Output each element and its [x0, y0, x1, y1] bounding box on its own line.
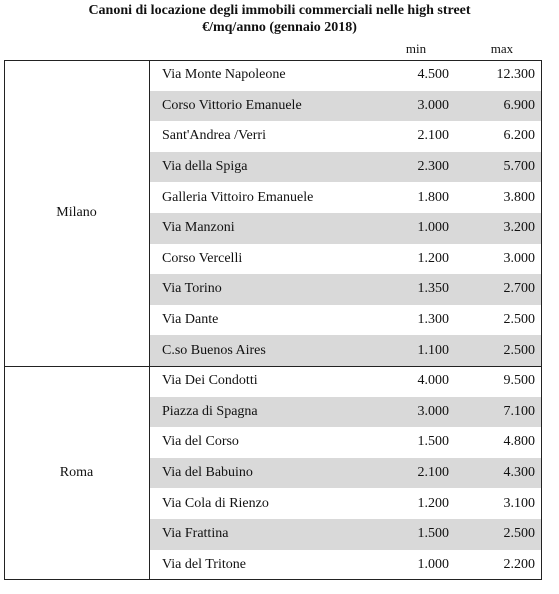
table-row [150, 488, 541, 519]
min-rent-value: 2.300 [417, 159, 449, 175]
street-name: Via Manzoni [162, 220, 235, 236]
max-rent-value: 2.500 [503, 526, 535, 542]
table-row [150, 121, 541, 152]
min-rent-value: 1.500 [417, 526, 449, 542]
street-name: Via del Babuino [162, 465, 253, 481]
max-rent-value: 2.200 [503, 556, 535, 572]
table-row [150, 335, 541, 366]
table-row [150, 366, 541, 397]
table-row [150, 274, 541, 305]
max-rent-value: 3.100 [503, 495, 535, 511]
street-name: Via Cola di Rienzo [162, 495, 269, 511]
max-rent-value: 6.900 [503, 97, 535, 113]
street-name: Via Frattina [162, 526, 229, 542]
street-name: C.so Buenos Aires [162, 342, 266, 358]
min-rent-value: 1.200 [417, 250, 449, 266]
max-rent-value: 6.200 [503, 128, 535, 144]
street-name: Piazza di Spagna [162, 403, 258, 419]
max-rent-value: 2.500 [503, 342, 535, 358]
max-rent-value: 7.100 [503, 403, 535, 419]
max-rent-value: 3.800 [503, 189, 535, 205]
min-rent-value: 1.200 [417, 495, 449, 511]
min-rent-value: 4.000 [417, 373, 449, 389]
table-row [150, 213, 541, 244]
min-rent-value: 1.000 [417, 220, 449, 236]
min-rent-value: 2.100 [417, 465, 449, 481]
street-name: Via Dante [162, 312, 219, 328]
table-row [150, 305, 541, 336]
title-line-2: €/mq/anno (gennaio 2018) [202, 20, 357, 35]
city-label: Roma [59, 465, 94, 481]
table-row [150, 519, 541, 550]
street-name: Via Torino [162, 281, 222, 297]
table-row [150, 60, 541, 91]
table-row [150, 550, 541, 581]
street-name: Sant'Andrea /Verri [162, 128, 266, 144]
table-row [150, 244, 541, 275]
max-rent-value: 4.300 [503, 465, 535, 481]
street-name: Via del Corso [162, 434, 239, 450]
street-name: Via della Spiga [162, 159, 248, 175]
street-name: Via Dei Condotti [162, 373, 258, 389]
max-rent-value: 2.700 [503, 281, 535, 297]
min-rent-value: 1.800 [417, 189, 449, 205]
min-rent-value: 3.000 [417, 403, 449, 419]
max-rent-value: 5.700 [503, 159, 535, 175]
street-name: Corso Vercelli [162, 250, 243, 266]
min-rent-value: 1.000 [417, 556, 449, 572]
max-rent-value: 4.800 [503, 434, 535, 450]
max-rent-value: 12.300 [496, 67, 535, 83]
street-name: Corso Vittorio Emanuele [162, 97, 302, 113]
table-row [150, 152, 541, 183]
street-name: Via Monte Napoleone [162, 67, 286, 83]
title-line-1: Canoni di locazione degli immobili commerciali nelle high street [88, 3, 471, 18]
min-rent-value: 1.500 [417, 434, 449, 450]
table-row [150, 397, 541, 428]
min-rent-value: 4.500 [417, 67, 449, 83]
max-rent-value: 3.200 [503, 220, 535, 236]
max-rent-value: 2.500 [503, 312, 535, 328]
min-rent-value: 1.300 [417, 312, 449, 328]
column-header-min: min [405, 41, 427, 56]
table-title [0, 2, 559, 36]
table-row [150, 427, 541, 458]
table-row [150, 458, 541, 489]
min-rent-value: 2.100 [417, 128, 449, 144]
table-row [150, 91, 541, 122]
max-rent-value: 3.000 [503, 250, 535, 266]
street-name: Galleria Vittoiro Emanuele [162, 189, 314, 205]
city-label: Milano [56, 205, 97, 220]
table-row [150, 182, 541, 213]
max-rent-value: 9.500 [503, 373, 535, 389]
min-rent-value: 3.000 [417, 97, 449, 113]
column-header-max: max [490, 41, 514, 56]
street-name: Via del Tritone [162, 556, 246, 572]
min-rent-value: 1.100 [417, 342, 449, 358]
min-rent-value: 1.350 [417, 281, 449, 297]
